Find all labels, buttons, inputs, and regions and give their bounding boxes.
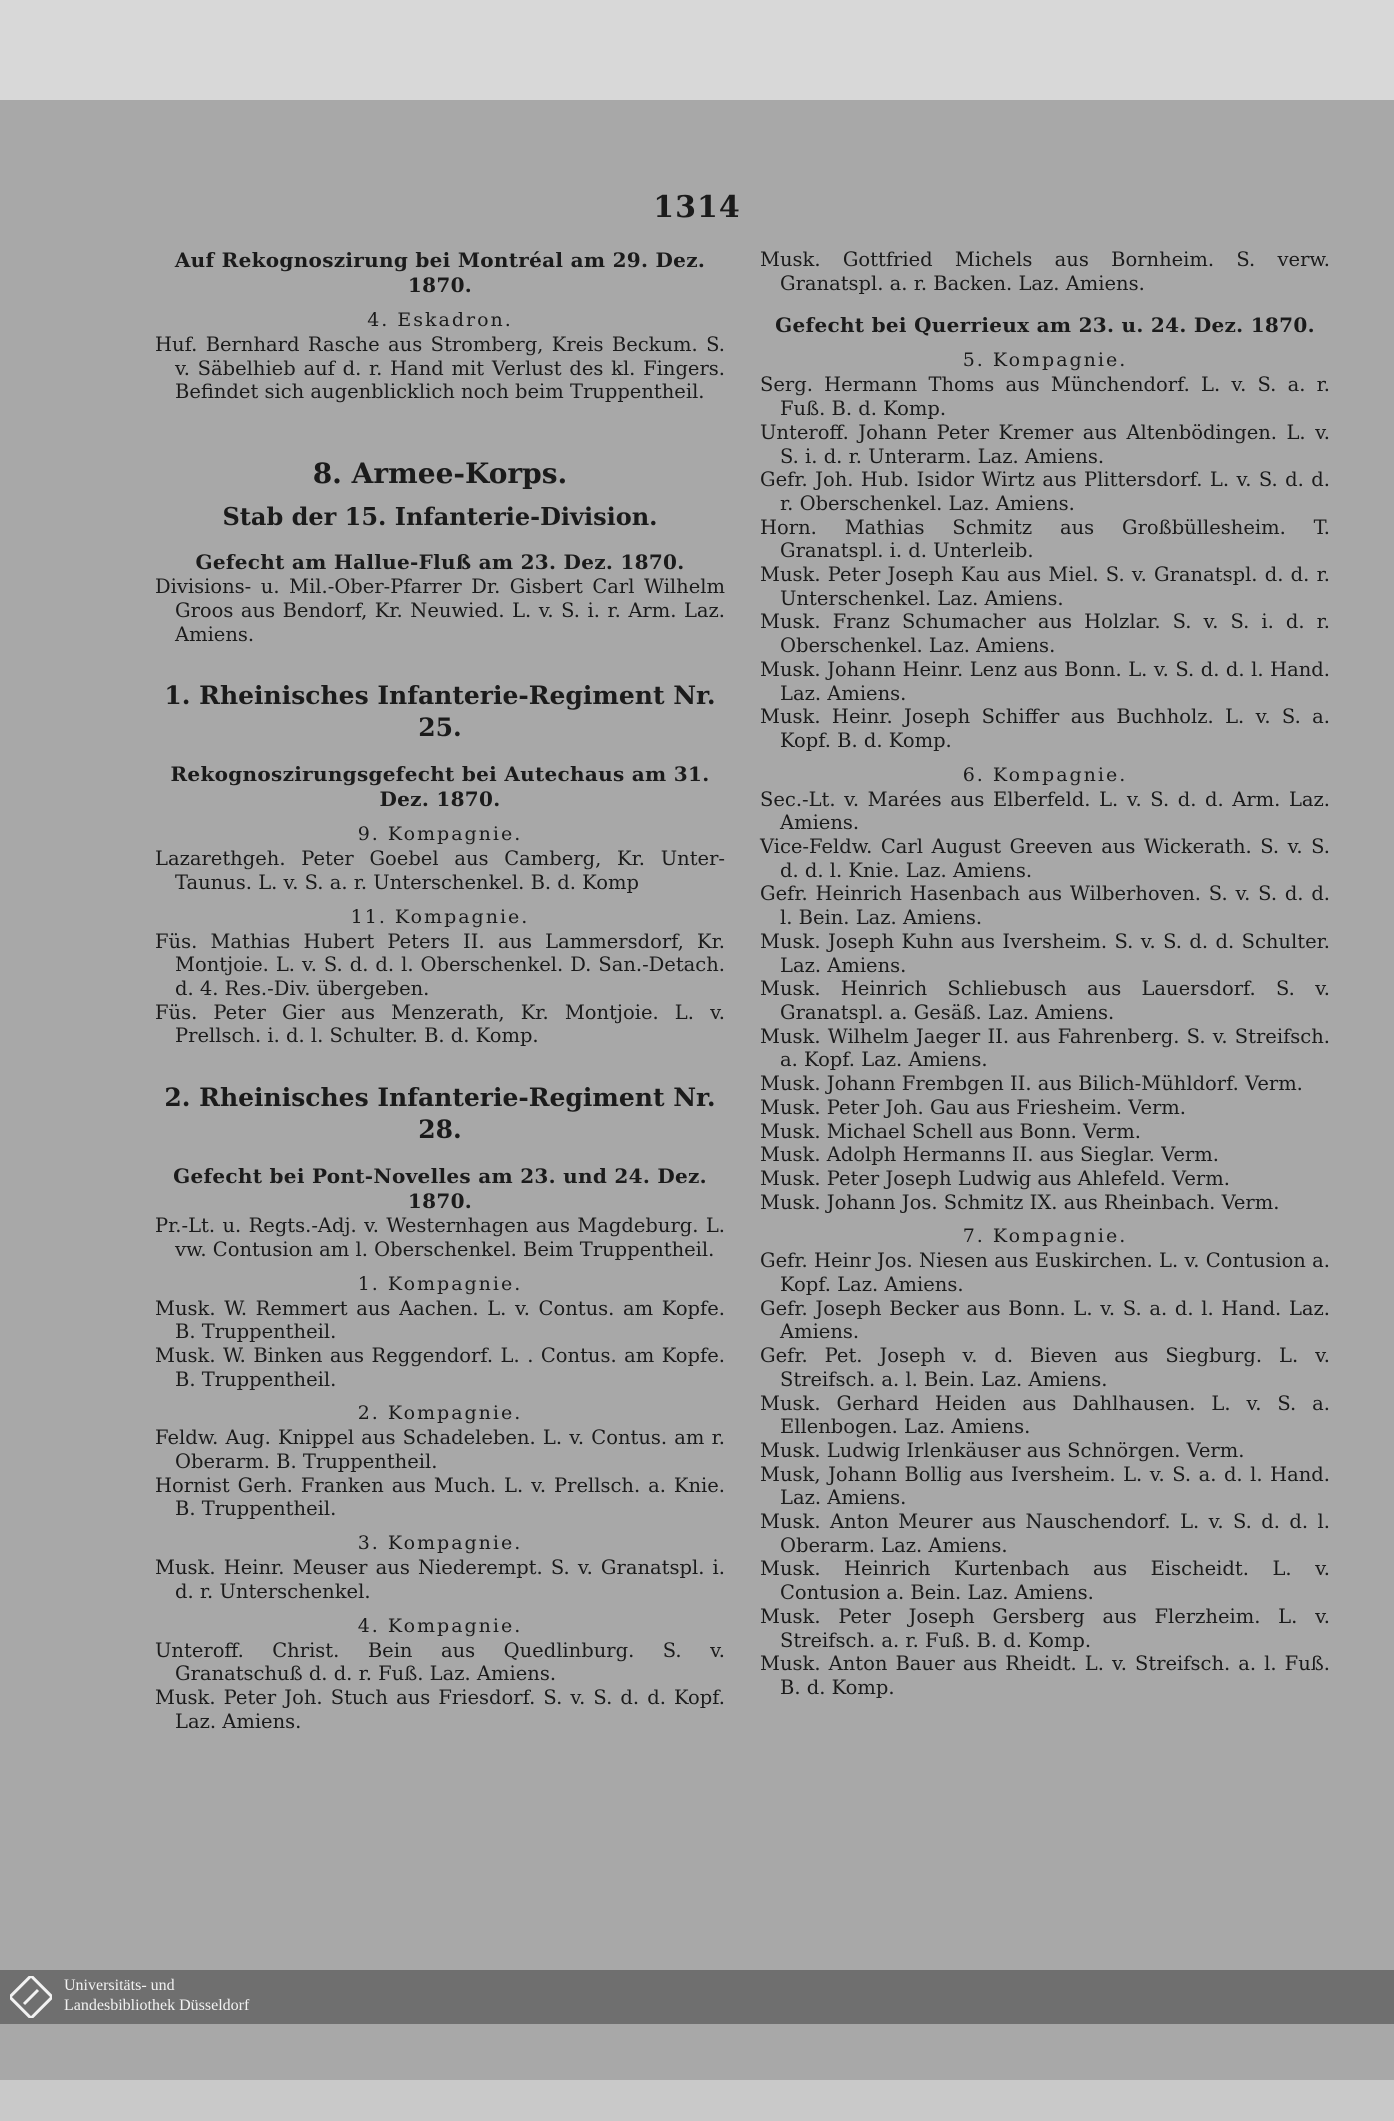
left-regiment: 2. Rheinisches Infanterie-Regiment Nr. 28. bbox=[164, 1083, 716, 1145]
library-logo-icon bbox=[10, 1976, 52, 2018]
left-entry: Musk. W. Remmert aus Aachen. L. v. Contus. am Kopfe. B. Truppentheil. bbox=[155, 1296, 725, 1344]
left-entry: Divisions- u. Mil.-Ober-Pfarrer Dr. Gisbert Carl Wilhelm Groos aus Bendorf, Kr. Neuwied. L. v. S. i. r. Arm. Laz. Amiens. bbox=[155, 575, 725, 646]
right-heading: Gefecht bei Querrieux am 23. u. 24. Dez. 1870. bbox=[775, 313, 1315, 338]
left-entry: Musk. W. Binken aus Reggendorf. L. . Contus. am Kopfe. B. Truppentheil. bbox=[155, 1343, 725, 1391]
left-entry: Huf. Bernhard Rasche aus Stromberg, Kreis Beckum. S. v. Säbelhieb auf d. r. Hand mit Verlust des kl. Fingers. Befindet sich augenblicklich noch beim Truppentheil. bbox=[155, 333, 725, 404]
left-entry: Hornist Gerh. Franken aus Much. L. v. Prellsch. a. Knie. B. Truppentheil. bbox=[155, 1473, 725, 1521]
right-entry: Gefr. Heinr Jos. Niesen aus Euskirchen. L. v. Contusion a. Kopf. Laz. Amiens. bbox=[760, 1249, 1330, 1297]
scan-margin-top bbox=[0, 0, 1394, 100]
right-entry: Musk. Peter Joseph Gersberg aus Flerzheim. L. v. Streifsch. a. r. Fuß. B. d. Komp. bbox=[760, 1604, 1330, 1652]
right-entry: Musk. Franz Schumacher aus Holzlar. S. v. S. i. d. r. Oberschenkel. Laz. Amiens. bbox=[760, 610, 1330, 658]
left-subhead: 11. Kompagnie. bbox=[350, 905, 530, 928]
library-name-line-2: Landesbibliothek Düsseldorf bbox=[64, 1997, 250, 2014]
page-number: 1314 bbox=[653, 190, 741, 225]
right-entry: Musk. Gerhard Heiden aus Dahlhausen. L. v. S. a. Ellenbogen. Laz. Amiens. bbox=[760, 1391, 1330, 1439]
right-entry: Gefr. Joh. Hub. Isidor Wirtz aus Plittersdorf. L. v. S. d. d. r. Oberschenkel. Laz. Amiens. bbox=[760, 468, 1330, 515]
right-entry: Musk. Adolph Hermanns II. aus Sieglar. Verm. bbox=[760, 1143, 1219, 1167]
left-entry: Füs. Mathias Hubert Peters II. aus Lammersdorf, Kr. Montjoie. L. v. S. d. d. l. Oberschenkel. D. San.-Detach. d. 4. Res.-Div. übergeben. bbox=[155, 929, 725, 1001]
right-entry: Musk. Wilhelm Jaeger II. aus Fahrenberg. S. v. Streifsch. a. Kopf. Laz. Amiens. bbox=[760, 1024, 1330, 1072]
library-name-line-1: Universitäts- und bbox=[64, 1977, 175, 1994]
left-entry: Lazarethgeh. Peter Goebel aus Camberg, Kr. Unter-Taunus. L. v. S. a. r. Unterschenkel. B. d. Komp bbox=[155, 847, 725, 894]
left-subhead: 4. Eskadron. bbox=[367, 309, 513, 331]
right-column bbox=[760, 248, 1330, 1700]
right-entry: Musk. Johann Jos. Schmitz IX. aus Rheinbach. Verm. bbox=[760, 1190, 1280, 1214]
right-entry: Gefr. Pet. Joseph v. d. Bieven aus Siegburg. L. v. Streifsch. a. l. Bein. Laz. Amiens. bbox=[760, 1344, 1330, 1391]
right-entry: Musk. Heinr. Joseph Schiffer aus Buchholz. L. v. S. a. Kopf. B. d. Komp. bbox=[760, 705, 1330, 752]
right-entry: Musk, Johann Bollig aus Iversheim. L. v. S. a. d. l. Hand. Laz. Amiens. bbox=[760, 1462, 1330, 1510]
right-entry: Musk. Peter Joseph Ludwig aus Ahlefeld. Verm. bbox=[760, 1166, 1230, 1190]
left-entry: Musk. Peter Joh. Stuch aus Friesdorf. S. v. S. d. d. Kopf. Laz. Amiens. bbox=[155, 1685, 725, 1733]
right-entry: Musk. Anton Meurer aus Nauschendorf. L. v. S. d. d. l. Oberarm. Laz. Amiens. bbox=[760, 1510, 1330, 1557]
left-entry: Füs. Peter Gier aus Menzerath, Kr. Montjoie. L. v. Prellsch. i. d. l. Schulter. B. d. Komp. bbox=[155, 1000, 725, 1048]
left-regiment: 1. Rheinisches Infanterie-Regiment Nr. 25. bbox=[164, 681, 716, 743]
right-entry: Musk. Peter Joseph Kau aus Miel. S. v. Granatspl. d. d. r. Unterschenkel. Laz. Amiens. bbox=[760, 563, 1330, 610]
right-entry: Vice-Feldw. Carl August Greeven aus Wickerath. S. v. S. d. d. l. Knie. Laz. Amiens. bbox=[760, 835, 1330, 882]
left-entry: Unteroff. Christ. Bein aus Quedlinburg. S. v. Granatschuß d. d. r. Fuß. Laz. Amiens. bbox=[155, 1638, 725, 1686]
right-entry: Musk. Johann Heinr. Lenz aus Bonn. L. v. S. d. d. l. Hand. Laz. Amiens. bbox=[760, 657, 1330, 705]
left-subhead: 1. Kompagnie. bbox=[357, 1272, 523, 1295]
left-entry: Pr.-Lt. u. Regts.-Adj. v. Westernhagen aus Magdeburg. L. vw. Contusion am l. Oberschenkel. Beim Truppentheil. bbox=[155, 1214, 725, 1261]
right-entry: Musk. Michael Schell aus Bonn. Verm. bbox=[760, 1119, 1141, 1143]
right-entry: Musk. Joseph Kuhn aus Iversheim. S. v. S. d. d. Schulter. Laz. Amiens. bbox=[760, 929, 1330, 977]
right-entry: Musk. Gottfried Michels aus Bornheim. S. verw. Granatspl. a. r. Backen. Laz. Amiens. bbox=[760, 248, 1330, 295]
left-heading: Gefecht am Hallue-Fluß am 23. Dez. 1870. bbox=[195, 550, 685, 575]
left-subhead: 3. Kompagnie. bbox=[357, 1532, 523, 1555]
right-entry: Gefr. Heinrich Hasenbach aus Wilberhoven. S. v. S. d. d. l. Bein. Laz. Amiens. bbox=[760, 882, 1330, 930]
left-column bbox=[155, 248, 725, 1733]
right-entry: Sec.-Lt. v. Marées aus Elberfeld. L. v. S. d. d. Arm. Laz. Amiens. bbox=[760, 787, 1330, 835]
right-entry: Serg. Hermann Thoms aus Münchendorf. L. v. S. a. r. Fuß. B. d. Komp. bbox=[760, 373, 1330, 421]
left-heading: Rekognoszirungsgefecht bei Autechaus am 31. Dez. 1870. bbox=[170, 762, 710, 812]
left-midhead: Stab der 15. Infanterie-Division. bbox=[222, 502, 658, 532]
left-subhead: 9. Kompagnie. bbox=[357, 823, 523, 846]
right-entry: Musk. Heinrich Schliebusch aus Lauersdorf. S. v. Granatspl. a. Gesäß. Laz. Amiens. bbox=[760, 977, 1330, 1024]
library-footer bbox=[0, 1970, 1394, 2024]
right-entry: Unteroff. Johann Peter Kremer aus Altenbödingen. L. v. S. i. d. r. Unterarm. Laz. Amiens. bbox=[760, 420, 1330, 468]
right-subhead: 7. Kompagnie. bbox=[962, 1225, 1128, 1248]
right-subhead: 6. Kompagnie. bbox=[962, 763, 1128, 786]
left-entry: Feldw. Aug. Knippel aus Schadeleben. L. v. Contus. am r. Oberarm. B. Truppentheil. bbox=[155, 1426, 725, 1474]
left-bighead: 8. Armee-Korps. bbox=[312, 457, 568, 491]
left-subhead: 4. Kompagnie. bbox=[357, 1614, 523, 1637]
left-entry: Musk. Heinr. Meuser aus Niederempt. S. v. Granatspl. i. d. r. Unterschenkel. bbox=[155, 1556, 725, 1603]
right-entry: Horn. Mathias Schmitz aus Großbüllesheim. T. Granatspl. i. d. Unterleib. bbox=[760, 515, 1330, 563]
right-subhead: 5. Kompagnie. bbox=[962, 349, 1128, 372]
right-entry: Gefr. Joseph Becker aus Bonn. L. v. S. a. d. l. Hand. Laz. Amiens. bbox=[760, 1296, 1330, 1344]
right-entry: Musk. Anton Bauer aus Rheidt. L. v. Streifsch. a. l. Fuß. B. d. Komp. bbox=[760, 1652, 1330, 1699]
right-entry: Musk. Ludwig Irlenkäuser aus Schnörgen. Verm. bbox=[760, 1438, 1245, 1462]
right-entry: Musk. Heinrich Kurtenbach aus Eischeidt. L. v. Contusion a. Bein. Laz. Amiens. bbox=[760, 1557, 1330, 1605]
left-heading: Auf Rekognoszirung bei Montréal am 29. Dez. 1870. bbox=[174, 248, 706, 297]
library-name bbox=[64, 1976, 249, 2016]
right-entry: Musk. Johann Frembgen II. aus Bilich-Mühldorf. Verm. bbox=[760, 1072, 1303, 1096]
right-entry: Musk. Peter Joh. Gau aus Friesheim. Verm. bbox=[760, 1095, 1186, 1119]
left-subhead: 2. Kompagnie. bbox=[357, 1402, 523, 1425]
left-heading: Gefecht bei Pont-Novelles am 23. und 24. Dez. 1870. bbox=[173, 1164, 707, 1214]
